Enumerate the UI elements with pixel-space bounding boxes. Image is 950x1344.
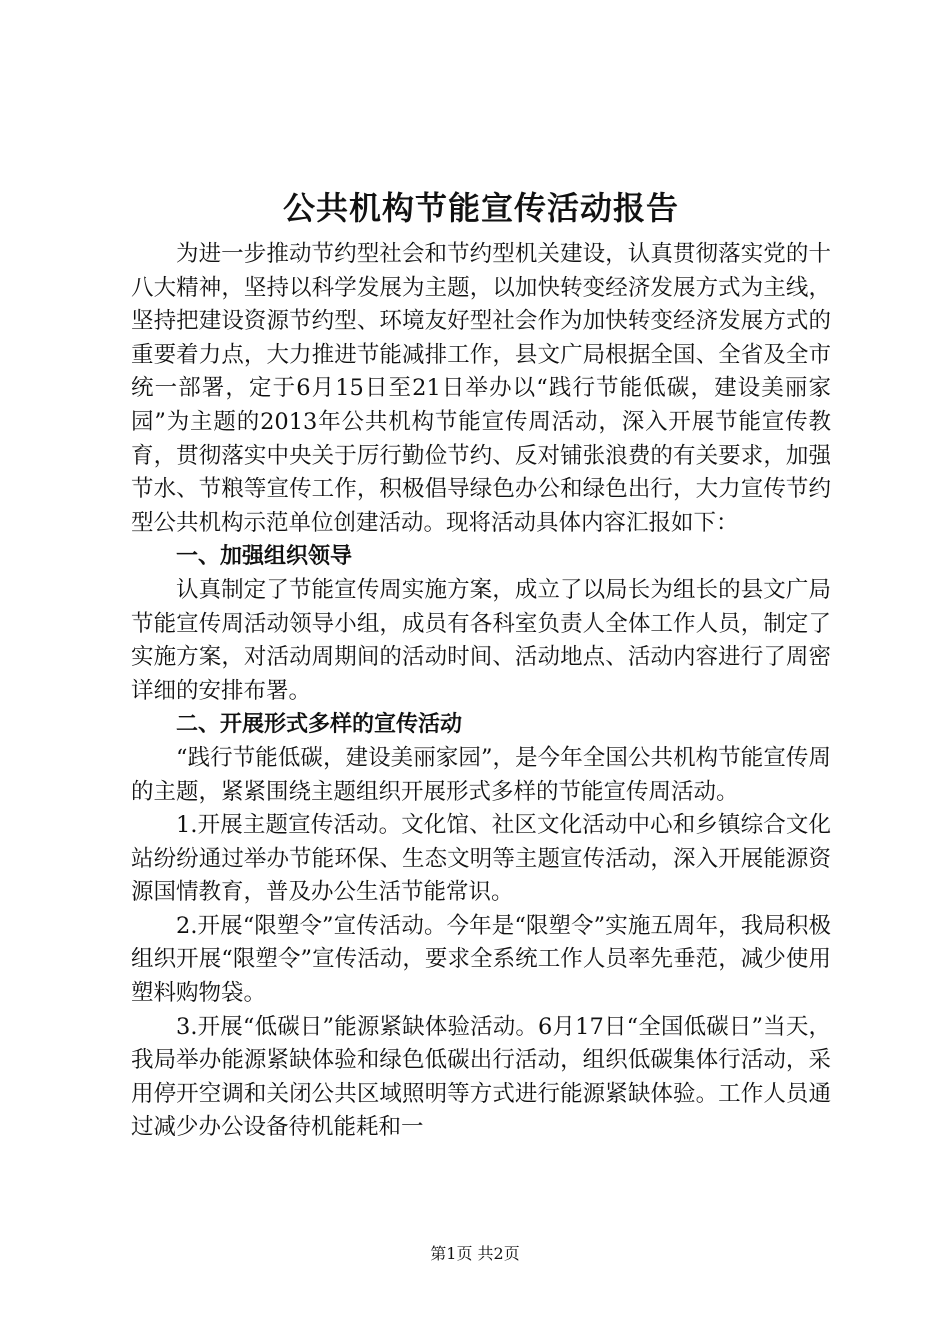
section-organization-paragraph: 认真制定了节能宣传周实施方案，成立了以局长为组长的县文广局节能宣传周活动领导小组，成员有各科室负责人全体工作人员，制定了实施方案，对活动周期间的活动时间、活动地点、活动内容进行了周密详细的安排布署。 xyxy=(131,576,831,704)
page-number-footer: 第1页 共2页 xyxy=(430,1244,520,1263)
activity-item-low-carbon-day: 3.开展“低碳日”能源紧缺体验活动。6月17日“全国低碳日”当天，我局举办能源紧缺体验和绿色低碳出行活动，组织低碳集体行活动，采用停开空调和关闭公共区域照明等方式进行能源紧缺体验。工作人员通过减少办公设备待机能耗和一 xyxy=(131,1013,831,1141)
activity-item-plastic-ban: 2.开展“限塑令”宣传活动。今年是“限塑令”实施五周年，我局积极组织开展“限塑令”宣传活动，要求全系统工作人员率先垂范，减少使用塑料购物袋。 xyxy=(131,912,831,1007)
section-heading-activities: 二、开展形式多样的宣传活动 xyxy=(176,712,463,738)
section-heading-organization: 一、加强组织领导 xyxy=(176,544,353,570)
activity-item-theme: 1.开展主题宣传活动。文化馆、社区文化活动中心和乡镇综合文化站纷纷通过举办节能环保、生态文明等主题宣传活动，深入开展能源资源国情教育，普及办公生活节能常识。 xyxy=(131,812,831,906)
document-title: 公共机构节能宣传活动报告 xyxy=(282,189,679,227)
intro-paragraph: 为进一步推动节约型社会和节约型机关建设，认真贯彻落实党的十八大精神，坚持以科学发展为主题，以加快转变经济发展方式为主线，坚持把建设资源节约型、环境友好型社会作为加快转变经济发展方式的重要着力点，大力推进节能减排工作，县文广局根据全国、全省及全市统一部署，定于6月15日至21日举办以“践行节能低碳，建设美丽家园”为主题的2013年公共机构节能宣传周活动，深入开展节能宣传教育，贯彻落实中央关于厉行勤俭节约、反对铺张浪费的有关要求，加强节水、节粮等宣传工作，积极倡导绿色办公和绿色出行，大力宣传节约型公共机构示范单位创建活动。现将活动具体内容汇报如下： xyxy=(131,241,831,536)
section-activities-paragraph: “践行节能低碳，建设美丽家园”，是今年全国公共机构节能宣传周的主题，紧紧围绕主题组织开展形式多样的节能宣传周活动。 xyxy=(131,744,831,805)
document-body xyxy=(131,184,831,1145)
